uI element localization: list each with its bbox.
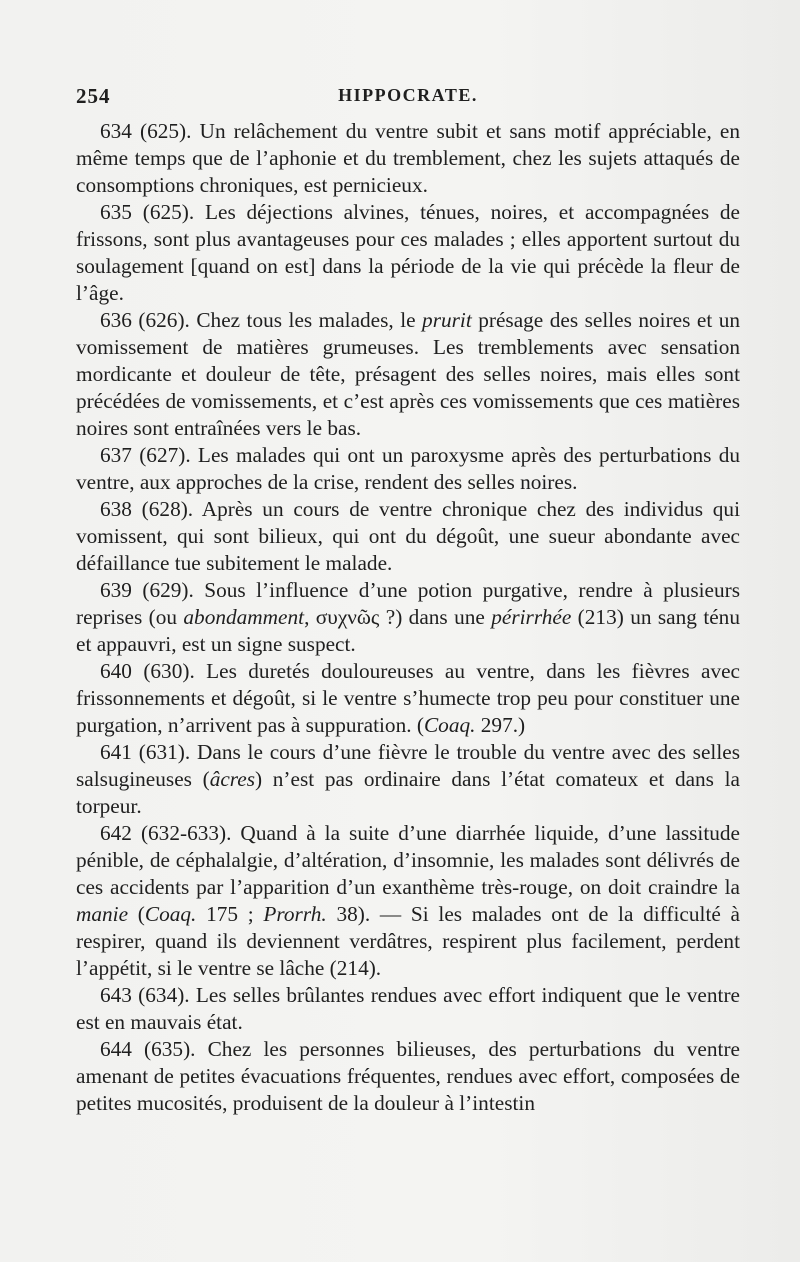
- paragraph-number: 642 (632-633).: [100, 821, 232, 845]
- italic-text: abondamment: [183, 605, 305, 629]
- paragraph-number: 641 (631).: [100, 740, 191, 764]
- italic-text: prurit: [422, 308, 472, 332]
- paragraph-number: 634 (625).: [100, 119, 192, 143]
- paragraph: [76, 820, 740, 982]
- italic-text: périrrhée: [491, 605, 572, 629]
- paragraph-text: Chez les personnes bilieuses, des perturbations du ventre amenant de petites évacuations fréquentes, rendues avec effort, composées de petites mucosités, produisent de la douleur à l’intestin: [76, 1037, 740, 1115]
- paragraph: [76, 442, 740, 496]
- paragraph-text: présage des selles noires et un vomissement de matières grumeuses. Les tremblements avec sensation mordicante et douleur de tête, présagent des selles noires, mais elles sont précédées de vomissements, et c’est après ces vomissements que ces matières noires sont entraînées vers le bas.: [76, 308, 740, 440]
- paragraph-number: 639 (629).: [100, 578, 194, 602]
- paragraph: [76, 1036, 740, 1117]
- paragraph-text: Un relâchement du ventre subit et sans motif appréciable, en même temps que de l’aphonie et du tremblement, chez les sujets attaqués de consomptions chroniques, est pernicieux.: [76, 119, 740, 197]
- page-number: 254: [76, 84, 111, 108]
- paragraph-text: Les duretés douloureuses au ventre, dans les fièvres avec frissonnements et dégoût, si le ventre s’humecte trop peu pour constituer une purgation, n’arrivent pas à suppuration. (: [76, 659, 741, 737]
- paragraph-text: Chez tous les malades, le: [189, 308, 423, 332]
- paragraph-text: 175 ;: [196, 902, 264, 926]
- page-header: [76, 84, 740, 114]
- paragraph-text: (213) un sang ténu et appauvri, est un signe suspect.: [76, 605, 740, 656]
- italic-text: Coaq.: [144, 902, 197, 926]
- paragraph-number: 635 (625).: [100, 200, 195, 224]
- italic-text: Coaq.: [423, 713, 476, 737]
- paragraph-text: ) n’est pas ordinaire dans l’état comateux et dans la torpeur.: [76, 767, 740, 818]
- paragraph-text: Les déjections alvines, ténues, noires, et accompagnées de frissons, sont plus avantageuses pour ces malades ; elles apportent surtout du soulagement [quand on est] dans la période de la vie qui précède la fleur de l’âge.: [76, 200, 740, 305]
- paragraph-text: Après un cours de ventre chronique chez des individus qui vomissent, qui sont bilieux, qui ont du dégoût, une sueur abondante avec défaillance tue subitement le malade.: [76, 497, 740, 575]
- paragraph: [76, 982, 740, 1036]
- body-text: [76, 118, 740, 1117]
- running-title: HIPPOCRATE.: [338, 85, 478, 105]
- paragraph-number: 644 (635).: [100, 1037, 196, 1061]
- paragraph-text: 297.): [475, 713, 526, 737]
- paragraph-number: 636 (626).: [100, 308, 190, 332]
- paragraph-text: Les malades qui ont un paroxysme après des perturbations du ventre, aux approches de la crise, rendent des selles noires.: [76, 443, 740, 494]
- paragraph: [76, 658, 740, 739]
- paragraph: [76, 118, 740, 199]
- italic-text: Prorrh.: [263, 902, 327, 926]
- paragraph-text: 38). — Si les malades ont de la difficulté à respirer, quand ils deviennent verdâtres, respirent plus facilement, perdent l’appétit, si le ventre se lâche (214).: [76, 902, 740, 980]
- italic-text: âcres: [209, 767, 256, 791]
- paragraph-text: (: [128, 902, 145, 926]
- paragraph: [76, 307, 740, 442]
- paragraph-text: Dans le cours d’une fièvre le trouble du ventre avec des selles salsugineuses (: [76, 740, 740, 791]
- paragraph: [76, 199, 740, 307]
- paragraph-text: Les selles brûlantes rendues avec effort indiquent que le ventre est en mauvais état.: [76, 983, 740, 1034]
- paragraph-text: , συχνῶς ?) dans une: [304, 605, 492, 629]
- paragraph-number: 640 (630).: [100, 659, 195, 683]
- paragraph-text: Quand à la suite d’une diarrhée liquide, d’une lassitude pénible, de céphalalgie, d’altération, d’insomnie, les malades sont délivrés de ces accidents par l’apparition d’un exanthème très-rouge, on doit craindre la: [76, 821, 740, 899]
- paragraph: [76, 739, 740, 820]
- paragraph-number: 643 (634).: [100, 983, 190, 1007]
- paragraph-number: 638 (628).: [100, 497, 194, 521]
- paragraph: [76, 496, 740, 577]
- paragraph-text: Sous l’influence d’une potion purgative, rendre à plusieurs reprises (ou: [76, 578, 740, 629]
- italic-text: manie: [76, 902, 129, 926]
- paragraph-number: 637 (627).: [100, 443, 191, 467]
- paragraph: [76, 577, 740, 658]
